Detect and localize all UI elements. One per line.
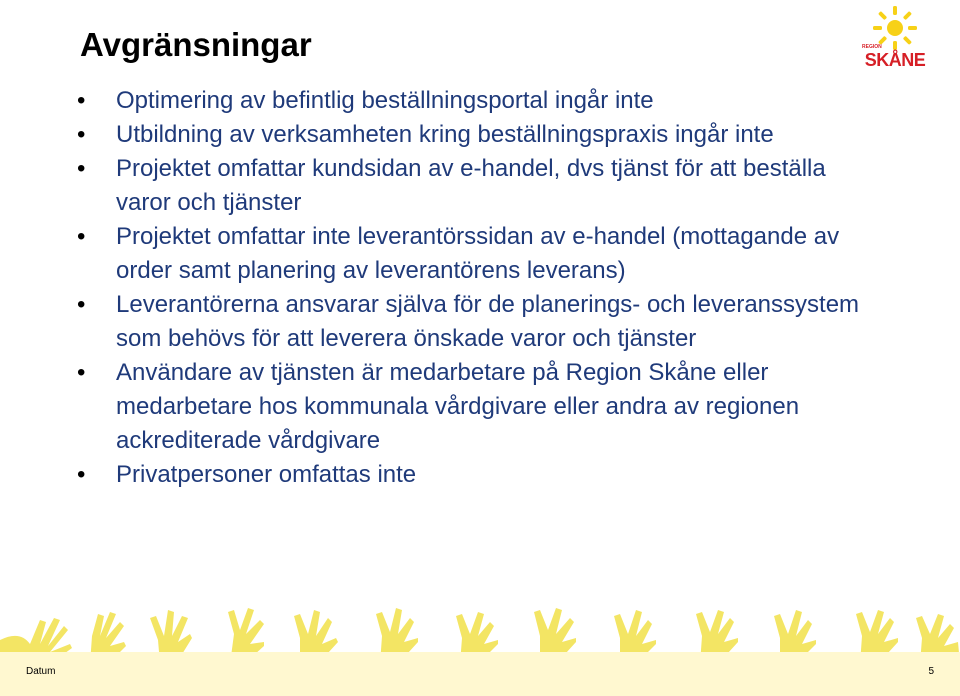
region-skane-logo [860,4,930,70]
bullet-item: • Leverantörerna ansvarar själva för de planerings- och leveranssystem som behövs för att leverera önskade varor och tjänster [80,288,880,356]
logo-name: SKÅNE [864,50,926,70]
bullet-item: • Projektet omfattar inte leverantörssidan av e-handel (mottagande av order samt planering av leverantörens leverans) [80,220,880,288]
footer [0,652,960,696]
bullet-item: • Utbildning av verksamheten kring beställningspraxis ingår inte [80,118,880,152]
logo-region-text: REGION [862,44,882,50]
bullet-item: • Optimering av befintlig beställningsportal ingår inte [80,84,880,118]
footer-page-number: 5 [928,666,934,677]
bullet-list [80,84,880,492]
bullet-item: • Användare av tjänsten är medarbetare på Region Skåne eller medarbetare hos kommunala vårdgivare eller andra av regionen ackrediterade vårdgivare [80,356,880,458]
slide-title: Avgränsningar [80,26,312,63]
bullet-item: • Privatpersoner omfattas inte [80,458,880,492]
footer-date-label: Datum [26,666,56,677]
bullet-item: • Projektet omfattar kundsidan av e-handel, dvs tjänst för att beställa varor och tjänster [80,152,880,220]
